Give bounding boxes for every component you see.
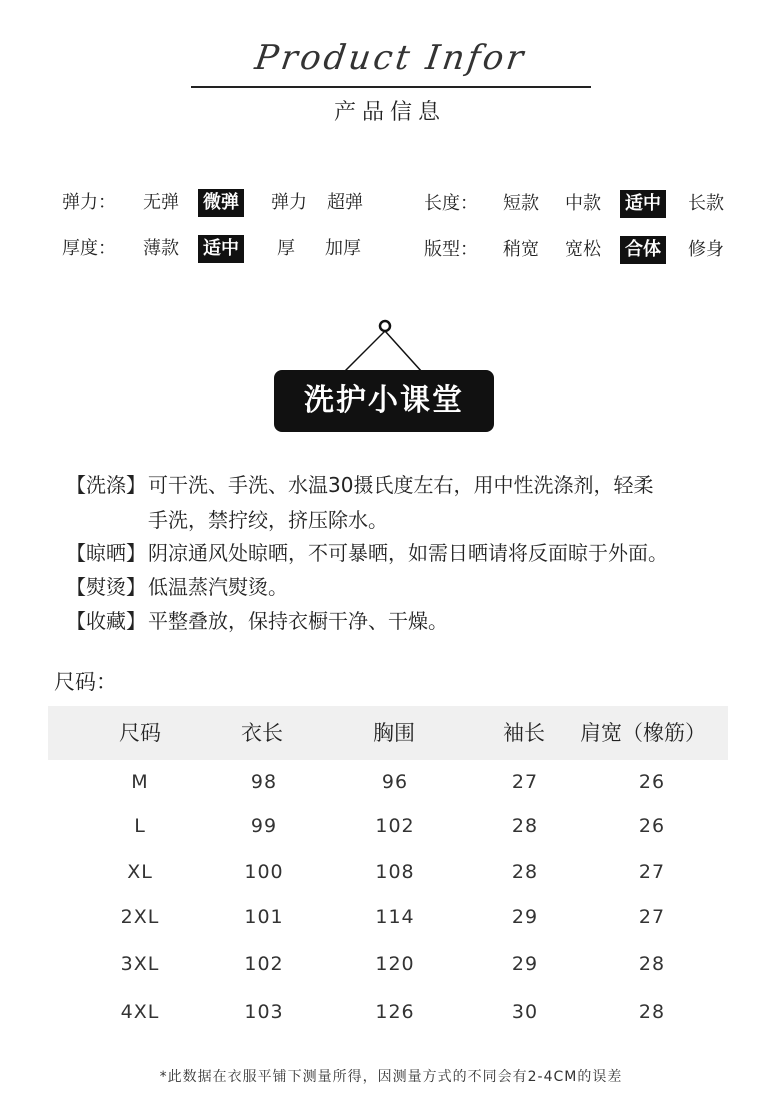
attribute-length (0, 188, 782, 220)
table-cell: 120 (375, 953, 415, 975)
attribute-option: 薄款 (143, 238, 179, 259)
script-title: Product Infor (252, 38, 529, 78)
table-cell: 26 (638, 771, 666, 793)
attribute-option: 弹力 (271, 192, 307, 213)
table-header-cell: 胸围 (373, 721, 415, 745)
table-cell: 29 (511, 953, 539, 975)
care-text: 可干洗、手洗、水温30摄氏度左右，用中性洗涤剂，轻柔 (148, 473, 654, 497)
table-cell: 2XL (120, 906, 160, 928)
attribute-label: 长度： (424, 193, 478, 214)
attribute-option-selected: 微弹 (198, 189, 244, 217)
attribute-option: 超弹 (327, 192, 363, 213)
table-cell: 101 (244, 906, 284, 928)
table-row (0, 806, 782, 846)
table-header-cell: 肩宽（橡筋） (580, 721, 706, 745)
attribute-option: 无弹 (143, 192, 179, 213)
table-cell: 27 (511, 771, 539, 793)
attribute-option-selected: 适中 (620, 190, 666, 218)
care-text: 平整叠放，保持衣橱干净、干燥。 (148, 609, 448, 633)
table-row (0, 992, 782, 1032)
table-cell: 30 (511, 1001, 539, 1023)
attribute-option: 长款 (688, 193, 724, 214)
table-header-cell: 袖长 (503, 721, 545, 745)
table-cell: 28 (638, 1001, 666, 1023)
attribute-label: 版型： (424, 239, 478, 260)
care-text: 阴凉通风处晾晒，不可暴晒，如需日晒请将反面晾于外面。 (148, 541, 668, 565)
hanging-string-icon (330, 316, 450, 376)
table-cell: 4XL (120, 1001, 160, 1023)
table-cell: 28 (511, 861, 539, 883)
table-header-cell: 衣长 (241, 721, 283, 745)
table-cell: 29 (511, 906, 539, 928)
header-divider (191, 86, 591, 88)
table-cell: 3XL (120, 953, 160, 975)
size-table-header (48, 706, 728, 760)
care-item-storage (66, 606, 448, 636)
table-cell: 102 (244, 953, 284, 975)
table-row (0, 852, 782, 892)
care-item-drying (66, 538, 668, 568)
table-row (0, 944, 782, 984)
table-cell: M (131, 771, 149, 793)
care-text: 低温蒸汽熨烫。 (148, 575, 288, 599)
attribute-option-selected: 合体 (620, 236, 666, 264)
measurement-footnote: *此数据在衣服平铺下测量所得，因测量方式的不同会有2-4CM的误差 (159, 1069, 623, 1085)
table-cell: 28 (511, 815, 539, 837)
attribute-option-selected: 适中 (198, 235, 244, 263)
size-section-label: 尺码： (54, 670, 117, 694)
attribute-label: 弹力： (62, 192, 116, 213)
attribute-option: 中款 (565, 193, 601, 214)
table-cell: 114 (375, 906, 415, 928)
table-cell: 103 (244, 1001, 284, 1023)
table-cell: L (134, 815, 146, 837)
care-tag: 【晾晒】 (66, 541, 146, 565)
care-item-washing (66, 470, 653, 500)
table-row (0, 897, 782, 937)
table-cell: XL (127, 861, 153, 883)
table-cell: 100 (244, 861, 284, 883)
table-row (0, 762, 782, 802)
table-cell: 108 (375, 861, 415, 883)
attribute-option: 稍宽 (503, 239, 539, 260)
attribute-fit (0, 234, 782, 266)
care-text-continued: 手洗，禁拧绞，挤压除水。 (148, 508, 388, 532)
table-cell: 27 (638, 861, 666, 883)
care-tag: 【收藏】 (66, 609, 146, 633)
attribute-option: 厚 (277, 238, 295, 259)
table-cell: 26 (638, 815, 666, 837)
table-cell: 126 (375, 1001, 415, 1023)
table-cell: 28 (638, 953, 666, 975)
page-title: 产品信息 (333, 100, 446, 125)
attribute-option: 宽松 (565, 239, 601, 260)
table-cell: 98 (250, 771, 278, 793)
table-cell: 102 (375, 815, 415, 837)
attribute-option: 加厚 (325, 238, 361, 259)
care-tag: 【洗涤】 (66, 473, 146, 497)
table-cell: 99 (250, 815, 278, 837)
attribute-label: 厚度： (62, 238, 116, 259)
attribute-option: 修身 (688, 239, 724, 260)
attribute-option: 短款 (503, 193, 539, 214)
table-cell: 96 (381, 771, 409, 793)
care-tag: 【熨烫】 (66, 575, 146, 599)
care-section-title: 洗护小课堂 (274, 370, 494, 432)
care-item-ironing (66, 572, 288, 602)
table-header-cell: 尺码 (119, 721, 161, 745)
table-cell: 27 (638, 906, 666, 928)
